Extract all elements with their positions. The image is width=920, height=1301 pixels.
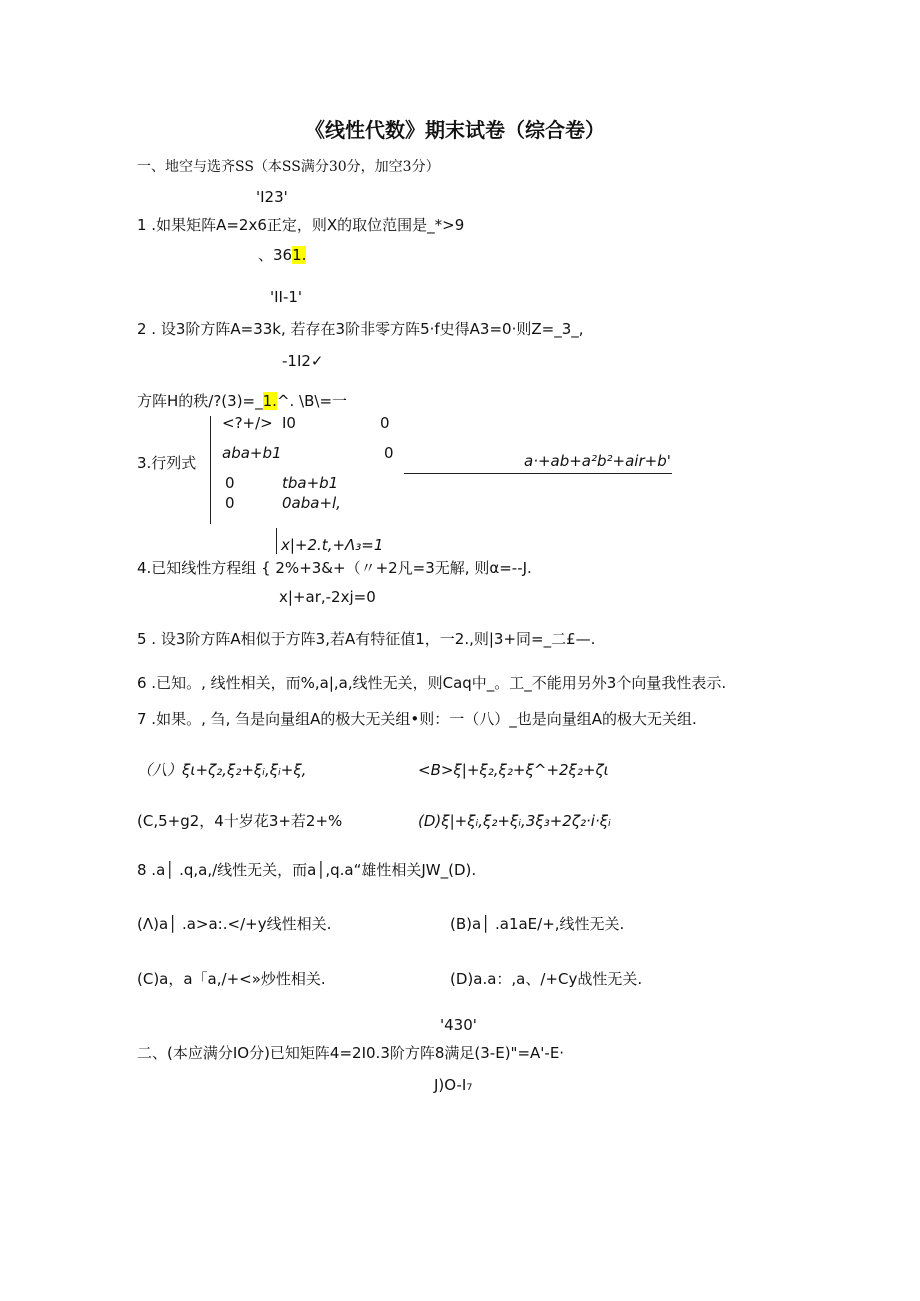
q3-r4c2: 0aba+l, — [282, 494, 341, 512]
q3-r4c1: 0 — [225, 494, 235, 512]
section1-header: 一、地空与选齐SS（本SS满分30分，加空3分） — [137, 159, 440, 175]
q3-r3c1: 0 — [225, 474, 235, 492]
q3-r2c1: aba+b1 — [222, 444, 282, 462]
q8-option-d: (D)a.a：,a、/+Cy战性无关. — [450, 970, 643, 988]
q8-text: 8 .a│ .q,a,/线性无关，而a│,q.a“雄性相关JW_(D). — [137, 861, 477, 879]
q5-text: 5 . 设3阶方阵A相似于方阵3,若A有特征值1，一2.,则|3+同=_二£—. — [137, 630, 596, 648]
q8-option-a: (Λ)a│ .a>a:.</+y线性相关. — [137, 915, 332, 933]
q6-text: 6 .已知。, 线性相关，而%,a|,a,线性无关，则Caq中_。工_不能用另外3个向量我性表示. — [137, 674, 727, 692]
q2-rank-prefix: 方阵H的秩/?(3)=_ — [137, 392, 263, 410]
section2-matrix-bottom: J)O-I₇ — [434, 1076, 473, 1094]
q7-option-c: (C,5+g2，4十岁花3+若2+% — [137, 812, 343, 830]
q3-r1c1: <?+/> — [222, 414, 273, 432]
q1-matrix-bottom-highlight: 1. — [292, 246, 307, 264]
q1-matrix-bottom — [258, 248, 306, 263]
q3-r3c2: tba+b1 — [282, 474, 339, 492]
q3-r1c3: 0 — [380, 414, 390, 432]
q7-option-b: <B>ξ|+ξ₂,ξ₂+ξ^+2ξ₂+ζι — [418, 761, 609, 779]
q1-matrix-top: 'I23' — [256, 188, 288, 206]
q1-matrix-bottom-a: 、36 — [258, 246, 293, 264]
q7-text: 7 .如果。, 刍, 刍是向量组A的极大无关组•则：一（八）_也是向量组A的极大无关组. — [137, 710, 697, 728]
q7-option-d: (D)ξ|+ξᵢ,ξ₂+ξᵢ,3ξ₃+2ζ₂·i·ξᵢ — [418, 812, 611, 830]
q3-r2c3: 0 — [384, 444, 394, 462]
q4-eq3: x|+ar,-2xj=0 — [279, 588, 376, 606]
q4-eq1: x|+2.t,+Λ₃=1 — [281, 536, 384, 554]
q1-text: 1 .如果矩阵A=2x6正定，则X的取位范围是_*>9 — [137, 216, 465, 234]
q2-matrix-top-text: 'II-1' — [270, 288, 303, 306]
q2-text: 2 . 设3阶方阵A=33k, 若存在3阶非零方阵5·f史得A3=0·则Z=_3_, — [137, 320, 584, 338]
q8-option-c: (C)a，a「a,/+<»炒性相关. — [137, 970, 326, 988]
q8-option-b: (B)a│ .a1aE/+,线性无关. — [450, 915, 625, 933]
q3-answer-underline — [404, 473, 672, 474]
equation-system-bar — [276, 528, 277, 554]
page-title: 《线性代数》期末试卷（综合卷） — [305, 118, 605, 142]
q3-r1c2: I0 — [282, 414, 296, 432]
q2-rank-suffix: ^. \B\=一 — [276, 392, 348, 410]
q2-matrix-bottom: -1I2✓ — [282, 352, 324, 370]
q2-rank-line — [137, 394, 347, 409]
q7-option-a: （八）ξι+ζ₂,ξ₂+ξᵢ,ξᵢ+ξ, — [137, 761, 307, 779]
q4-text: 4.已知线性方程组 { 2%+3&+（〃+2凡=3无解, 则α=--J. — [137, 559, 532, 577]
determinant-left-bar — [210, 416, 211, 524]
q2-rank-highlight: 1. — [262, 392, 277, 410]
q3-label: 3.行列式 — [137, 454, 197, 472]
section2-matrix-top: '430' — [440, 1016, 477, 1034]
section2-text: 二、(本应满分IO分)已知矩阵4=2I0.3阶方阵8满足(3-E)"=A'-E· — [137, 1044, 565, 1062]
q3-answer: a·+ab+a²b²+air+b' — [524, 452, 671, 470]
